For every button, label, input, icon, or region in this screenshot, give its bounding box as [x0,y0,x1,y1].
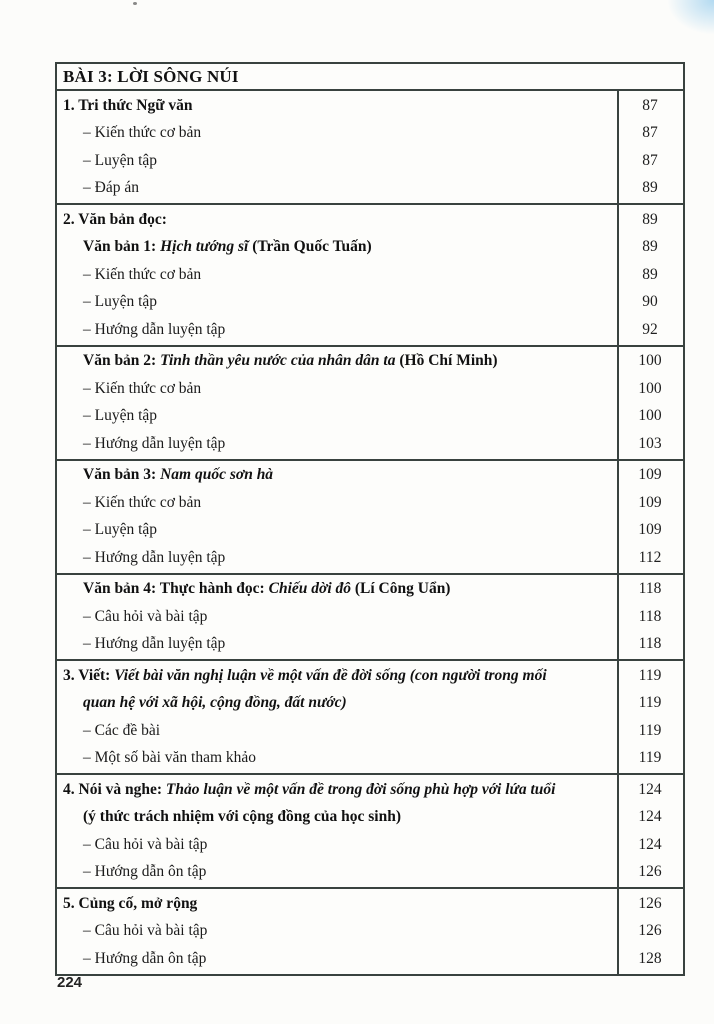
toc-line [57,120,683,148]
toc-line [57,890,683,918]
toc-entry-text: 5. Củng cố, mở rộng [63,894,198,912]
toc-page-number: 119 [638,749,662,767]
toc-entry-text: – Câu hỏi và bài tập [83,835,208,853]
toc-entry-text: – Hướng dẫn luyện tập [83,320,226,338]
toc-entry-text: – Câu hỏi và bài tập [83,922,208,940]
lesson-title: BÀI 3: LỜI SÔNG NÚI [63,67,239,86]
toc-section [57,661,683,775]
toc-page-number: 126 [638,894,662,912]
toc-page-number: 124 [638,780,662,798]
toc-line [57,289,683,317]
toc-page-number: 87 [642,151,658,169]
toc-page-number: 109 [638,466,662,484]
toc-entry-text: – Kiến thức cơ bản [83,379,202,397]
toc-entry-text: – Luyện tập [83,407,158,425]
toc-line [57,489,683,517]
toc-entry-text: – Hướng dẫn luyện tập [83,548,226,566]
toc-section [57,347,683,461]
toc-page-number: 100 [638,407,662,425]
toc-page-number: 90 [642,293,658,311]
toc-page-number: 100 [638,379,662,397]
toc-page-number: 109 [638,521,662,539]
toc-page-number: 89 [642,179,658,197]
toc-section [57,461,683,575]
toc-line [57,831,683,859]
toc-entry-text: – Hướng dẫn luyện tập [83,434,226,452]
toc-line [57,745,683,773]
toc-entry-text: – Hướng dẫn ôn tập [83,949,207,967]
toc-line [57,348,683,376]
toc-page-number: 103 [638,434,662,452]
scan-speck-artifact [133,2,137,5]
toc-page-number: 89 [642,265,658,283]
toc-line [57,517,683,545]
page-number: 224 [57,974,83,991]
toc-entry-text: – Kiến thức cơ bản [83,265,202,283]
toc-entry-text: Văn bản 4: Thực hành đọc: Chiếu dời đô (Lí Công Uẩn) [83,580,451,598]
toc-section [57,575,683,662]
toc-line [57,430,683,458]
toc-line [57,776,683,804]
toc-line [57,462,683,490]
toc-entry-text: – Câu hỏi và bài tập [83,607,208,625]
toc-page-number: 126 [638,922,662,940]
toc-entry-text: – Luyện tập [83,293,158,311]
toc-page-number: 87 [642,124,658,142]
toc-line [57,316,683,344]
toc-entry-text: – Kiến thức cơ bản [83,493,202,511]
toc-section [57,889,683,974]
toc-page-number: 100 [638,352,662,370]
toc-line [57,631,683,659]
toc-page-number: 89 [642,238,658,256]
toc-table [55,62,685,976]
toc-line [57,403,683,431]
toc-line [57,945,683,973]
toc-entry-text: – Hướng dẫn ôn tập [83,863,207,881]
toc-page-number: 118 [638,635,662,653]
toc-page-number: 112 [638,548,662,566]
toc-page-number: 118 [638,580,662,598]
toc-entry-text: – Một số bài văn tham khảo [83,749,257,767]
toc-line [57,261,683,289]
toc-entry-text: Văn bản 1: Hịch tướng sĩ (Trần Quốc Tuấn) [83,238,372,256]
toc-entry-text: – Đáp án [83,179,139,197]
toc-section [57,775,683,889]
toc-page-number: 119 [638,694,662,712]
toc-page-number: 92 [642,320,658,338]
toc-entry-text: (ý thức trách nhiệm với cộng đồng của học sinh) [83,808,401,826]
toc-page-number: 128 [638,949,662,967]
toc-line [57,147,683,175]
toc-entry-text: Văn bản 2: Tinh thần yêu nước của nhân dân ta (Hồ Chí Minh) [83,352,498,370]
toc-entry-text: – Các đề bài [83,721,161,739]
toc-entry-text: – Hướng dẫn luyện tập [83,635,226,653]
toc-line [57,662,683,690]
toc-line [57,918,683,946]
toc-entry-text: 4. Nói và nghe: Thảo luận về một vấn đề trong đời sống phù hợp với lứa tuổi [63,780,556,798]
toc-entry-text: 3. Viết: Viết bài văn nghị luận về một vấn đề đời sống (con người trong mối [63,666,547,684]
toc-entry-text: Văn bản 3: Nam quốc sơn hà [83,466,274,484]
toc-body [57,91,683,974]
toc-entry-text: quan hệ với xã hội, cộng đồng, đất nước) [83,694,347,712]
toc-line [57,544,683,572]
toc-entry-text: – Luyện tập [83,521,158,539]
toc-line [57,859,683,887]
toc-line [57,603,683,631]
toc-page-number: 87 [642,96,658,114]
toc-section [57,205,683,347]
toc-line [57,690,683,718]
toc-header [57,64,683,91]
scan-smudge-artifact [668,0,714,34]
toc-page-number: 109 [638,493,662,511]
toc-line [57,804,683,832]
toc-page-number: 119 [638,721,662,739]
toc-page-number: 89 [642,210,658,228]
toc-line [57,206,683,234]
toc-page-number: 126 [638,863,662,881]
toc-page-number: 119 [638,666,662,684]
toc-entry-text: 2. Văn bản đọc: [63,210,167,228]
toc-line [57,576,683,604]
toc-line [57,175,683,203]
toc-section [57,91,683,205]
toc-line [57,234,683,262]
toc-entry-text: – Luyện tập [83,151,158,169]
toc-entry-text: 1. Tri thức Ngữ văn [63,96,193,114]
toc-line [57,375,683,403]
toc-page-number: 124 [638,835,662,853]
toc-entry-text: – Kiến thức cơ bản [83,124,202,142]
toc-line [57,92,683,120]
toc-page-number: 118 [638,607,662,625]
toc-page-number: 124 [638,808,662,826]
toc-line [57,717,683,745]
